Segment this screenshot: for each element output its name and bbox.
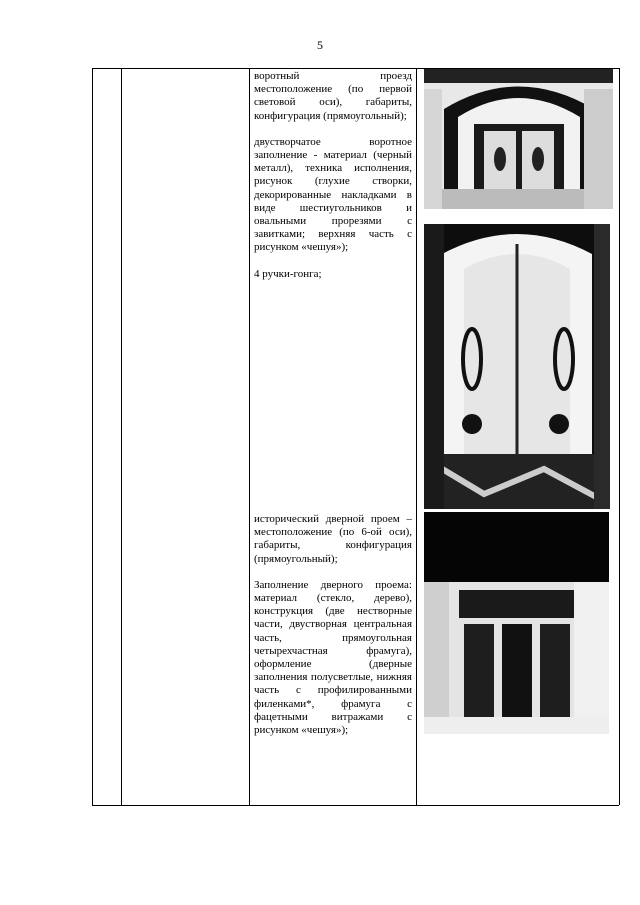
page-number: 5 bbox=[317, 38, 323, 52]
photo-historic-door-opening bbox=[424, 512, 609, 734]
paragraph-gateway-location: воротный проезд местоположение (по первой световой оси), габариты, конфигурация (прямоугольный); bbox=[254, 70, 412, 122]
door-opening-image bbox=[424, 512, 609, 734]
paragraph-door-opening: исторический дверной проем – местоположение (по 6-ой оси), габариты, конфигурация (прямоугольный); bbox=[254, 513, 412, 565]
table-border-bottom bbox=[92, 805, 619, 806]
column-divider-1 bbox=[121, 68, 122, 805]
column-divider-2 bbox=[249, 68, 250, 805]
table-border-right bbox=[619, 68, 620, 805]
gate-leaves-image bbox=[424, 224, 610, 509]
paragraph-door-infill: Заполнение дверного проема: материал (стекло, дерево), конструкция (две нестворные части, двустворная центральная часть, прямоугольная четырехчастная фрамуга), оформление (дверные заполнения полусветлые, нижняя часть с профилированными филенками*, фрамуга с фацетными витражами с рисунком «чешуя»); bbox=[254, 578, 412, 737]
column-divider-3 bbox=[416, 68, 417, 805]
description-cell-door bbox=[254, 513, 412, 750]
photo-metal-gate-leaves bbox=[424, 224, 610, 509]
arched-gateway-image bbox=[424, 69, 613, 209]
photo-arched-gateway bbox=[424, 69, 613, 209]
description-cell-gateway bbox=[254, 70, 412, 294]
paragraph-gong-handles: 4 ручки-гонга; bbox=[254, 267, 322, 280]
table-border-left bbox=[92, 68, 93, 805]
paragraph-gate-infill: двустворчатое воротное заполнение - материал (черный металл), техника исполнения, рисунок (глухие створки, декорированные накладками в виде шестиугольников и овальными прорезями с завитками; верхняя часть с рисунком «чешуя»); bbox=[254, 135, 412, 254]
